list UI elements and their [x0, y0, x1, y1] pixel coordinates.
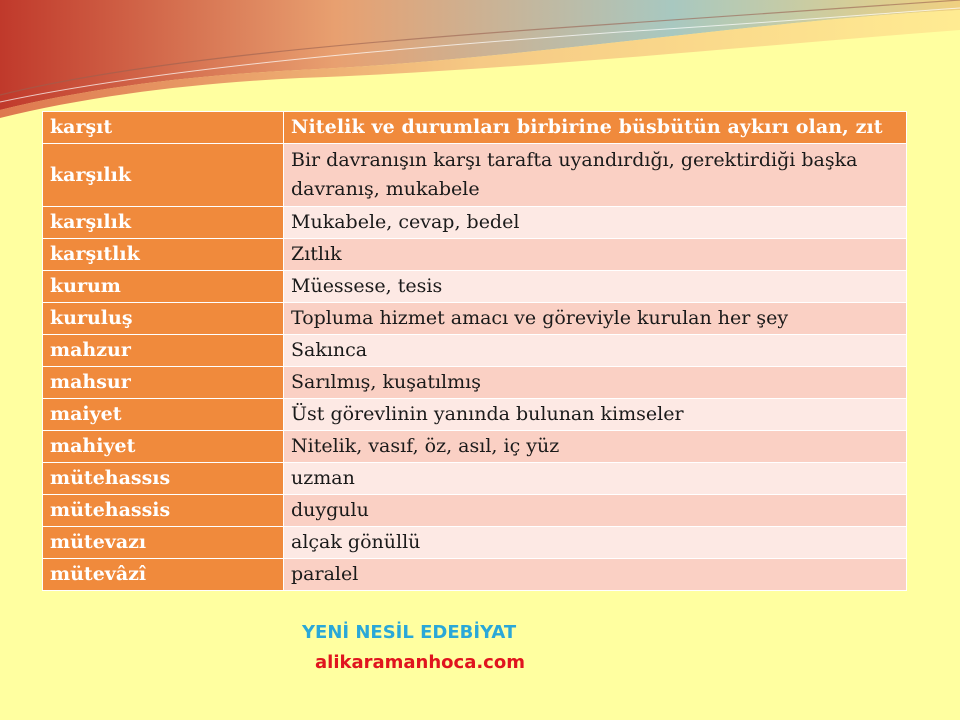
table-row [43, 367, 907, 399]
definition-cell: Bir davranışın karşı tarafta uyandırdığı, gerektirdiği başka davranış, mukabele [284, 144, 907, 207]
term-cell: karşılık [43, 144, 284, 207]
credit-title: YENİ NESİL EDEBİYAT [302, 622, 517, 643]
definition-cell: alçak gönüllü [284, 527, 907, 559]
term-cell: kurum [43, 271, 284, 303]
table-row [43, 271, 907, 303]
term-cell: mahsur [43, 367, 284, 399]
table-row [43, 144, 907, 207]
term-cell: maiyet [43, 399, 284, 431]
table-header-row [43, 112, 907, 144]
term-cell: mütevazı [43, 527, 284, 559]
table-row [43, 303, 907, 335]
definition-cell: Topluma hizmet amacı ve göreviyle kurulan her şey [284, 303, 907, 335]
term-cell: karşıtlık [43, 239, 284, 271]
term-cell: karşıt [43, 112, 284, 144]
vocabulary-table-body [43, 112, 907, 591]
definition-cell: paralel [284, 559, 907, 591]
table-row [43, 495, 907, 527]
table-row [43, 431, 907, 463]
table-row [43, 527, 907, 559]
credit-website: alikaramanhoca.com [315, 652, 525, 673]
table-row [43, 399, 907, 431]
definition-cell: duygulu [284, 495, 907, 527]
definition-cell: Müessese, tesis [284, 271, 907, 303]
term-cell: mütevâzî [43, 559, 284, 591]
definition-cell: Zıtlık [284, 239, 907, 271]
definition-cell: Üst görevlinin yanında bulunan kimseler [284, 399, 907, 431]
definition-cell: Nitelik, vasıf, öz, asıl, iç yüz [284, 431, 907, 463]
vocabulary-table [42, 111, 907, 591]
definition-cell: Sakınca [284, 335, 907, 367]
term-cell: mahzur [43, 335, 284, 367]
term-cell: mütehassis [43, 495, 284, 527]
table-row [43, 335, 907, 367]
table-row [43, 239, 907, 271]
term-cell: mütehassıs [43, 463, 284, 495]
table-row [43, 463, 907, 495]
term-cell: mahiyet [43, 431, 284, 463]
term-cell: karşılık [43, 207, 284, 239]
table-row [43, 207, 907, 239]
definition-cell: uzman [284, 463, 907, 495]
table-row [43, 559, 907, 591]
definition-cell: Nitelik ve durumları birbirine büsbütün aykırı olan, zıt [284, 112, 907, 144]
definition-cell: Mukabele, cevap, bedel [284, 207, 907, 239]
term-cell: kuruluş [43, 303, 284, 335]
definition-cell: Sarılmış, kuşatılmış [284, 367, 907, 399]
